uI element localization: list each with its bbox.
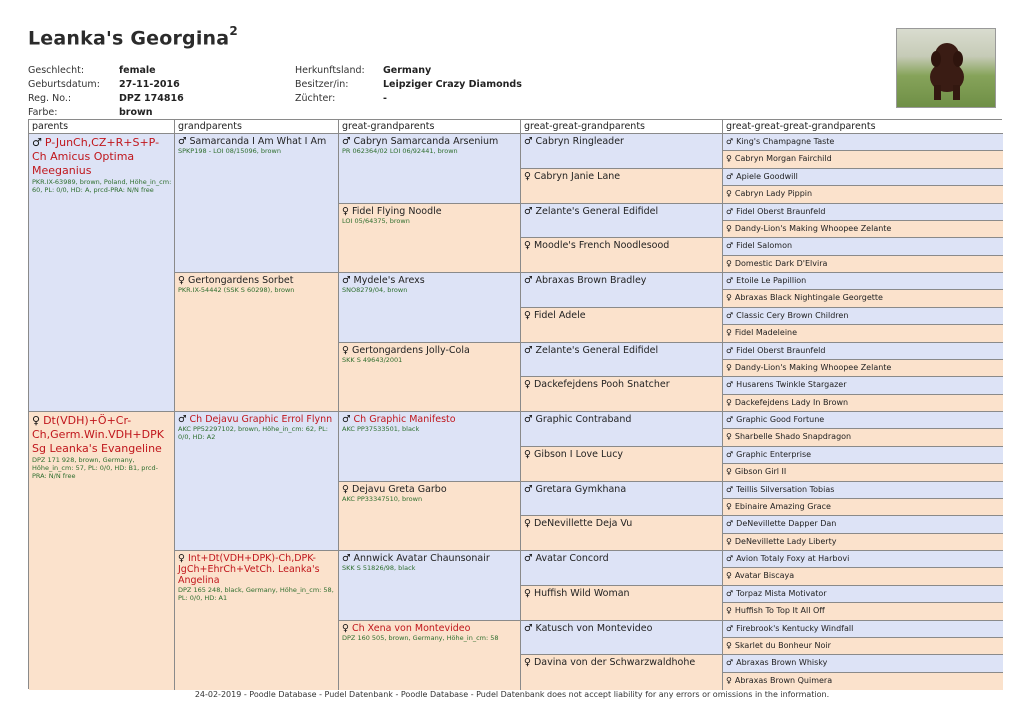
- male-icon: ♂: [726, 241, 734, 251]
- dog-details: DPZ 160 505, brown, Germany, Höhe_in_cm: 58: [342, 633, 499, 642]
- dog-name-link[interactable]: [29, 134, 174, 178]
- dog-name-text: Dt(VDH)+Ö+Cr-Ch,Germ.Win.VDH+DPK Sg Leanka's Evangeline: [32, 414, 164, 455]
- dog-name-link[interactable]: [339, 273, 520, 286]
- pedigree-cell-gen5: [723, 377, 1003, 394]
- dog-name-link[interactable]: [521, 308, 722, 321]
- pedigree-cell-gen5: [723, 673, 1003, 690]
- info-right: [295, 64, 522, 106]
- pedigree-cell-gen5: [723, 603, 1003, 620]
- pedigree-cell-gen3: [339, 482, 521, 552]
- female-icon: ♀: [524, 379, 531, 391]
- page-title: [28, 26, 238, 49]
- dog-name-text: Firebrook's Kentucky Windfall: [736, 623, 854, 633]
- female-icon: ♀: [726, 675, 732, 685]
- dog-name-link[interactable]: [29, 412, 174, 456]
- dog-details: SKK S 51826/98, black: [342, 564, 416, 572]
- dog-name-link[interactable]: [723, 377, 1003, 390]
- female-icon: ♀: [726, 293, 732, 303]
- dog-details: PKR.IX-63989, brown, Poland, Höhe_in_cm: 60, PL: 0/0, HD: A, prcd-PRA: N/N free: [32, 178, 172, 194]
- pedigree-cell-gen5: [723, 551, 1003, 568]
- pedigree-cell-gen1: [29, 134, 175, 412]
- pedigree-cell-gen5: [723, 221, 1003, 238]
- dog-name-link[interactable]: [521, 377, 722, 390]
- dog-name-text: Davina von der Schwarzwaldhohe: [533, 657, 696, 669]
- dog-details: PKR.IX-54442 (SSK S 60298), brown: [178, 286, 295, 294]
- male-icon: ♂: [524, 553, 533, 564]
- dog-name-link[interactable]: [339, 204, 520, 217]
- dog-name-link[interactable]: [339, 621, 520, 634]
- dog-name-link[interactable]: [521, 447, 722, 460]
- dog-name-text: Gretara Gymkhana: [535, 483, 627, 495]
- dog-name-text: Fidel Oberst Braunfeld: [736, 206, 826, 216]
- info-row: [28, 106, 184, 120]
- female-icon: ♀: [726, 640, 732, 650]
- pedigree-cell-gen4: [521, 169, 723, 204]
- dog-name-link[interactable]: [723, 360, 1003, 373]
- dog-name-text: Apiele Goodwill: [736, 171, 798, 181]
- female-icon: ♀: [726, 397, 732, 407]
- info-label: Züchter:: [295, 93, 336, 104]
- dog-name-text: Cabryn Ringleader: [535, 136, 624, 147]
- dog-details: DPZ 165 248, black, Germany, Höhe_in_cm: 58, PL: 0/0, HD: A1: [178, 586, 334, 602]
- dog-name-link[interactable]: [723, 308, 1003, 321]
- dog-name-link[interactable]: [723, 638, 1003, 651]
- male-icon: ♂: [726, 171, 734, 181]
- male-icon: ♂: [726, 137, 734, 146]
- dog-name: Leanka's Georgina: [28, 27, 230, 50]
- dog-name-link[interactable]: [723, 238, 1003, 251]
- female-icon: ♀: [726, 154, 732, 164]
- info-row: [28, 78, 184, 92]
- dog-name-link[interactable]: [723, 516, 1003, 529]
- pedigree-cell-gen5: [723, 447, 1003, 464]
- dog-details: AKC PP33347510, brown: [342, 494, 423, 503]
- pedigree-cell-gen5: [723, 134, 1003, 151]
- female-icon: ♀: [524, 587, 531, 599]
- dog-details: AKC PP52297102, brown, Höhe_in_cm: 62, PL: 0/0, HD: A2: [178, 425, 328, 441]
- dog-name-text: Int+Dt(VDH+DPK)-Ch,DPK-JgCh+EhrCh+VetCh. Leanka's Angelina: [178, 553, 320, 586]
- dog-name-link[interactable]: [521, 204, 722, 217]
- male-icon: ♂: [524, 344, 533, 356]
- dog-name-text: Gibson Girl II: [734, 467, 787, 477]
- pedigree-cell-gen3: [339, 273, 521, 343]
- dog-name-link[interactable]: [723, 151, 1003, 164]
- dog-name-text: Domestic Dark D'Elvira: [734, 258, 828, 268]
- dog-name-link[interactable]: [723, 204, 1003, 217]
- dog-name-text: Abraxas Black Nightingale Georgette: [734, 293, 883, 303]
- dog-details: AKC PP37533501, black: [342, 425, 420, 433]
- pedigree-cell-gen5: [723, 186, 1003, 203]
- pedigree-cell-gen3: [339, 412, 521, 482]
- dog-details: SNO8279/04, brown: [342, 286, 408, 294]
- dog-details: LOI 05/64375, brown: [342, 216, 410, 225]
- dog-details: SPKP198 - LOI 08/15096, brown: [178, 147, 281, 155]
- male-icon: ♂: [726, 276, 734, 285]
- pedigree-cell-gen5: [723, 343, 1003, 360]
- pedigree-cell-gen5: [723, 325, 1003, 342]
- pedigree-cell-gen4: [521, 621, 723, 656]
- male-icon: ♂: [726, 658, 734, 668]
- dog-name-text: Fidel Madeleine: [734, 328, 798, 338]
- dog-name-text: Cabryn Janie Lane: [533, 170, 621, 182]
- female-icon: ♀: [726, 223, 732, 233]
- dog-name-link[interactable]: [723, 534, 1003, 547]
- pedigree-cell-gen4: [521, 586, 723, 621]
- dog-name-link[interactable]: [339, 134, 520, 147]
- dog-name-text: Huffish Wild Woman: [533, 587, 630, 599]
- dog-name-text: Classic Cery Brown Children: [736, 310, 849, 320]
- poodle-image: [923, 41, 971, 101]
- pedigree-cell-gen5: [723, 464, 1003, 481]
- dog-name-text: Abraxas Brown Bradley: [535, 275, 647, 286]
- male-icon: ♂: [524, 275, 533, 286]
- female-icon: ♀: [726, 432, 732, 442]
- dog-name-text: Dackefejdens Lady In Brown: [734, 397, 849, 407]
- dog-name-text: DeNevillette Lady Liberty: [734, 536, 837, 546]
- female-icon: ♀: [726, 189, 732, 199]
- dog-name-text: Etoile Le Papillion: [736, 276, 807, 285]
- dog-name-text: Avatar Concord: [535, 553, 609, 564]
- header-great-great-great-grandparents: great-great-great-grandparents: [723, 120, 1003, 134]
- dog-name-text: Gertongardens Jolly-Cola: [351, 344, 470, 356]
- dog-name-link[interactable]: [723, 464, 1003, 477]
- female-icon: ♀: [524, 170, 531, 182]
- male-icon: ♂: [726, 380, 734, 390]
- dog-name-text: Ch Xena von Montevideo: [351, 622, 471, 634]
- dog-name-link[interactable]: [723, 621, 1003, 634]
- female-icon: ♀: [342, 622, 349, 634]
- female-icon: ♀: [342, 205, 349, 217]
- male-icon: ♂: [342, 275, 351, 286]
- pedigree-cell-gen3: [339, 621, 521, 691]
- dog-name-text: Zelante's General Edifidel: [535, 205, 659, 217]
- dog-name-link[interactable]: [339, 482, 520, 495]
- dog-name-text: Graphic Enterprise: [736, 449, 812, 459]
- male-icon: ♂: [524, 622, 533, 634]
- dog-name-link[interactable]: [723, 429, 1003, 442]
- dog-name-link[interactable]: [521, 238, 722, 251]
- male-icon: ♂: [342, 136, 351, 147]
- dog-name-link[interactable]: [723, 186, 1003, 199]
- info-value: DPZ 174816: [119, 93, 184, 104]
- dog-name-link[interactable]: [723, 273, 1003, 286]
- header-parents: parents: [29, 120, 175, 134]
- female-icon: ♀: [524, 448, 531, 460]
- dog-name-link[interactable]: [723, 673, 1003, 686]
- info-left: [28, 64, 184, 120]
- male-icon: ♂: [178, 136, 187, 147]
- dog-name-link[interactable]: [723, 290, 1003, 303]
- dog-name-text: Graphic Good Fortune: [736, 415, 825, 424]
- dog-name-link[interactable]: [723, 325, 1003, 338]
- pedigree-cell-gen2: [175, 412, 339, 551]
- female-icon: ♀: [342, 344, 349, 356]
- dog-name-link[interactable]: [175, 273, 338, 286]
- male-icon: ♂: [524, 414, 533, 425]
- pedigree-cell-gen5: [723, 308, 1003, 325]
- dog-name-text: Sharbelle Shado Snapdragon: [734, 432, 852, 442]
- pedigree-cell-gen5: [723, 151, 1003, 168]
- pedigree-cell-gen5: [723, 534, 1003, 551]
- info-label: Geburtsdatum:: [28, 79, 100, 90]
- male-icon: ♂: [726, 519, 734, 529]
- dog-name-text: Fidel Adele: [533, 309, 586, 321]
- dog-name-text: Torpaz Mista Motivator: [736, 588, 827, 598]
- dog-name-link[interactable]: [339, 551, 520, 564]
- dog-name-link[interactable]: [521, 343, 722, 356]
- pedigree-cell-gen4: [521, 516, 723, 551]
- footer-disclaimer: 24-02-2019 - Poodle Database - Pudel Datenbank - Poodle Database - Pudel Datenbank does not accept liability for any errors or omissions in the information.: [194, 690, 830, 699]
- pedigree-cell-gen5: [723, 516, 1003, 533]
- dog-name-text: Katusch von Montevideo: [535, 622, 653, 634]
- info-row: [28, 92, 184, 106]
- dog-name-link[interactable]: [521, 134, 722, 147]
- female-icon: ♀: [726, 571, 732, 581]
- info-value: -: [383, 93, 387, 104]
- male-icon: ♂: [726, 415, 734, 424]
- male-icon: ♂: [524, 483, 533, 495]
- pedigree-cell-gen5: [723, 621, 1003, 638]
- dog-details: SKK S 49643/2001: [342, 355, 403, 364]
- female-icon: ♀: [726, 328, 732, 338]
- dog-name-text: DeNevillette Deja Vu: [533, 518, 633, 530]
- dog-name-text: Samarcanda I Am What I Am: [189, 136, 327, 147]
- dog-name-link[interactable]: [723, 568, 1003, 581]
- info-value: Germany: [383, 65, 432, 76]
- title-superscript: 2: [229, 24, 238, 38]
- dog-name-text: Annwick Avatar Chaunsonair: [353, 553, 490, 564]
- header-great-grandparents: great-grandparents: [339, 120, 521, 134]
- dog-name-link[interactable]: [175, 134, 338, 147]
- pedigree-cell-gen5: [723, 638, 1003, 655]
- dog-name-text: Graphic Contraband: [535, 414, 632, 425]
- dog-name-text: Gertongardens Sorbet: [187, 275, 294, 286]
- dog-name-text: Dackefejdens Pooh Snatcher: [533, 379, 670, 391]
- pedigree-cell-gen3: [339, 551, 521, 621]
- info-row: [295, 78, 522, 92]
- info-value: brown: [119, 107, 153, 118]
- dog-name-link[interactable]: [723, 343, 1003, 356]
- dog-name-link[interactable]: [339, 412, 520, 425]
- female-icon: ♀: [524, 309, 531, 321]
- female-icon: ♀: [342, 483, 349, 495]
- pedigree-cell-gen1: [29, 412, 175, 690]
- male-icon: ♂: [32, 136, 42, 149]
- dog-name-link[interactable]: [521, 516, 722, 529]
- male-icon: ♂: [726, 206, 734, 216]
- info-value: female: [119, 65, 156, 76]
- pedigree-cell-gen5: [723, 586, 1003, 603]
- info-label: Geschlecht:: [28, 65, 85, 76]
- dog-name-text: Cabryn Morgan Fairchild: [734, 154, 832, 164]
- pedigree-cell-gen5: [723, 360, 1003, 377]
- dog-name-link[interactable]: [723, 482, 1003, 495]
- pedigree-cell-gen5: [723, 204, 1003, 221]
- dog-name-link[interactable]: [723, 655, 1003, 668]
- pedigree-cell-gen4: [521, 482, 723, 517]
- info-value: 27-11-2016: [119, 79, 180, 90]
- pedigree-cell-gen4: [521, 238, 723, 273]
- dog-name-link[interactable]: [723, 551, 1003, 564]
- dog-name-text: DeNevillette Dapper Dan: [736, 519, 837, 529]
- dog-name-text: Fidel Oberst Braunfeld: [736, 345, 826, 355]
- pedigree-cell-gen4: [521, 377, 723, 412]
- pedigree-cell-gen4: [521, 343, 723, 378]
- dog-name-text: Fidel Flying Noodle: [351, 205, 442, 217]
- pedigree-cell-gen5: [723, 655, 1003, 672]
- dog-name-text: P-JunCh,CZ+R+S+P-Ch Amicus Optima Meeganius: [32, 136, 160, 177]
- dog-name-link[interactable]: [723, 412, 1003, 425]
- header-grandparents: grandparents: [175, 120, 339, 134]
- pedigree-cell-gen5: [723, 429, 1003, 446]
- pedigree-cell-gen2: [175, 273, 339, 412]
- pedigree-cell-gen5: [723, 499, 1003, 516]
- male-icon: ♂: [726, 554, 734, 563]
- dog-name-link[interactable]: [521, 551, 722, 564]
- male-icon: ♂: [726, 345, 734, 355]
- dog-name-text: Cabryn Lady Pippin: [734, 189, 813, 199]
- dog-name-link[interactable]: [723, 221, 1003, 234]
- pedigree-cell-gen5: [723, 568, 1003, 585]
- info-row: [295, 92, 522, 106]
- pedigree-cell-gen4: [521, 412, 723, 447]
- dog-name-link[interactable]: [521, 655, 722, 668]
- male-icon: ♂: [524, 205, 533, 217]
- dog-name-link[interactable]: [175, 551, 338, 586]
- dog-name-link[interactable]: [521, 273, 722, 286]
- pedigree-cell-gen5: [723, 169, 1003, 186]
- pedigree-cell-gen3: [339, 204, 521, 274]
- pedigree-cell-gen2: [175, 551, 339, 690]
- dog-name-link[interactable]: [723, 256, 1003, 269]
- dog-name-text: Zelante's General Edifidel: [535, 344, 659, 356]
- dog-name-text: Abraxas Brown Whisky: [736, 658, 828, 668]
- dog-name-link[interactable]: [723, 395, 1003, 408]
- dog-name-text: Husarens Twinkle Stargazer: [736, 380, 847, 390]
- dog-photo: [896, 28, 996, 108]
- dog-name-link[interactable]: [339, 343, 520, 356]
- pedigree-cell-gen4: [521, 204, 723, 239]
- dog-name-link[interactable]: [723, 447, 1003, 460]
- dog-name-link[interactable]: [723, 603, 1003, 616]
- male-icon: ♂: [524, 136, 533, 147]
- pedigree-cell-gen3: [339, 134, 521, 204]
- dog-name-text: Ebinaire Amazing Grace: [734, 501, 831, 511]
- pedigree-cell-gen5: [723, 412, 1003, 429]
- info-label: Herkunftsland:: [295, 65, 365, 76]
- pedigree-cell-gen4: [521, 447, 723, 482]
- dog-name-text: King's Champagne Taste: [736, 137, 835, 146]
- pedigree-cell-gen5: [723, 273, 1003, 290]
- male-icon: ♂: [726, 310, 734, 320]
- male-icon: ♂: [726, 449, 734, 459]
- dog-name-link[interactable]: [521, 169, 722, 182]
- dog-name-text: Gibson I Love Lucy: [533, 448, 624, 460]
- dog-name-text: Abraxas Brown Quimera: [734, 675, 833, 685]
- dog-name-text: Skarlet du Bonheur Noir: [734, 640, 831, 650]
- male-icon: ♂: [178, 414, 187, 425]
- pedigree-cell-gen5: [723, 256, 1003, 273]
- pedigree-cell-gen4: [521, 655, 723, 690]
- dog-name-link[interactable]: [723, 169, 1003, 182]
- female-icon: ♀: [178, 553, 185, 564]
- dog-name-text: Dandy-Lion's Making Whoopee Zelante: [734, 362, 892, 372]
- female-icon: ♀: [726, 362, 732, 372]
- pedigree-cell-gen2: [175, 134, 339, 273]
- info-value: Leipziger Crazy Diamonds: [383, 79, 522, 90]
- dog-name-text: Fidel Salomon: [736, 241, 793, 251]
- dog-name-text: Dejavu Greta Garbo: [351, 483, 447, 495]
- female-icon: ♀: [726, 606, 732, 616]
- pedigree-cell-gen5: [723, 482, 1003, 499]
- pedigree-cell-gen5: [723, 395, 1003, 412]
- pedigree-cell-gen4: [521, 551, 723, 586]
- dog-name-text: Mydele's Arexs: [353, 275, 425, 286]
- dog-name-text: Avion Totaly Foxy at Harbovi: [736, 554, 850, 563]
- pedigree-cell-gen4: [521, 134, 723, 169]
- info-row: [28, 64, 184, 78]
- pedigree-cell-gen3: [339, 343, 521, 413]
- dog-name-link[interactable]: [723, 499, 1003, 512]
- dog-name-link[interactable]: [521, 621, 722, 634]
- female-icon: ♀: [726, 536, 732, 546]
- female-icon: ♀: [726, 467, 732, 477]
- dog-name-text: Huffish To Top It All Off: [734, 606, 825, 616]
- female-icon: ♀: [726, 258, 732, 268]
- info-label: Reg. No.:: [28, 93, 72, 104]
- dog-name-link[interactable]: [723, 134, 1003, 147]
- female-icon: ♀: [524, 240, 531, 252]
- info-row: [295, 64, 522, 78]
- male-icon: ♂: [726, 623, 734, 633]
- female-icon: ♀: [178, 275, 185, 286]
- dog-name-text: Cabryn Samarcanda Arsenium: [353, 136, 499, 147]
- male-icon: ♂: [342, 553, 351, 564]
- dog-name-text: Moodle's French Noodlesood: [533, 240, 670, 252]
- dog-name-link[interactable]: [723, 586, 1003, 599]
- dog-details: DPZ 171 928, brown, Germany, Höhe_in_cm: 57, PL: 0/0, HD: B1, prcd-PRA: N/N free: [32, 456, 158, 480]
- dog-name-text: Ch Dejavu Graphic Errol Flynn: [189, 414, 333, 425]
- info-label: Besitzer/in:: [295, 79, 349, 90]
- pedigree-cell-gen4: [521, 273, 723, 308]
- dog-name-link[interactable]: [521, 412, 722, 425]
- dog-name-text: Dandy-Lion's Making Whoopee Zelante: [734, 223, 892, 233]
- dog-name-link[interactable]: [521, 586, 722, 599]
- male-icon: ♂: [726, 588, 734, 598]
- dog-name-text: Avatar Biscaya: [734, 571, 795, 581]
- male-icon: ♂: [342, 414, 351, 425]
- dog-name-link[interactable]: [175, 412, 338, 425]
- pedigree-cell-gen5: [723, 238, 1003, 255]
- pedigree-table: [28, 119, 1002, 689]
- female-icon: ♀: [726, 501, 732, 511]
- female-icon: ♀: [524, 657, 531, 669]
- pedigree-cell-gen4: [521, 308, 723, 343]
- dog-name-text: Teillis Silversation Tobias: [736, 484, 835, 494]
- pedigree-cell-gen5: [723, 290, 1003, 307]
- header-great-great-grandparents: great-great-grandparents: [521, 120, 723, 134]
- female-icon: ♀: [32, 414, 41, 427]
- dog-name-text: Ch Graphic Manifesto: [353, 414, 456, 425]
- dog-details: PR 062364/02 LOI 06/92441, brown: [342, 147, 458, 155]
- dog-name-link[interactable]: [521, 482, 722, 495]
- male-icon: ♂: [726, 484, 734, 494]
- info-label: Farbe:: [28, 107, 58, 118]
- female-icon: ♀: [524, 518, 531, 530]
